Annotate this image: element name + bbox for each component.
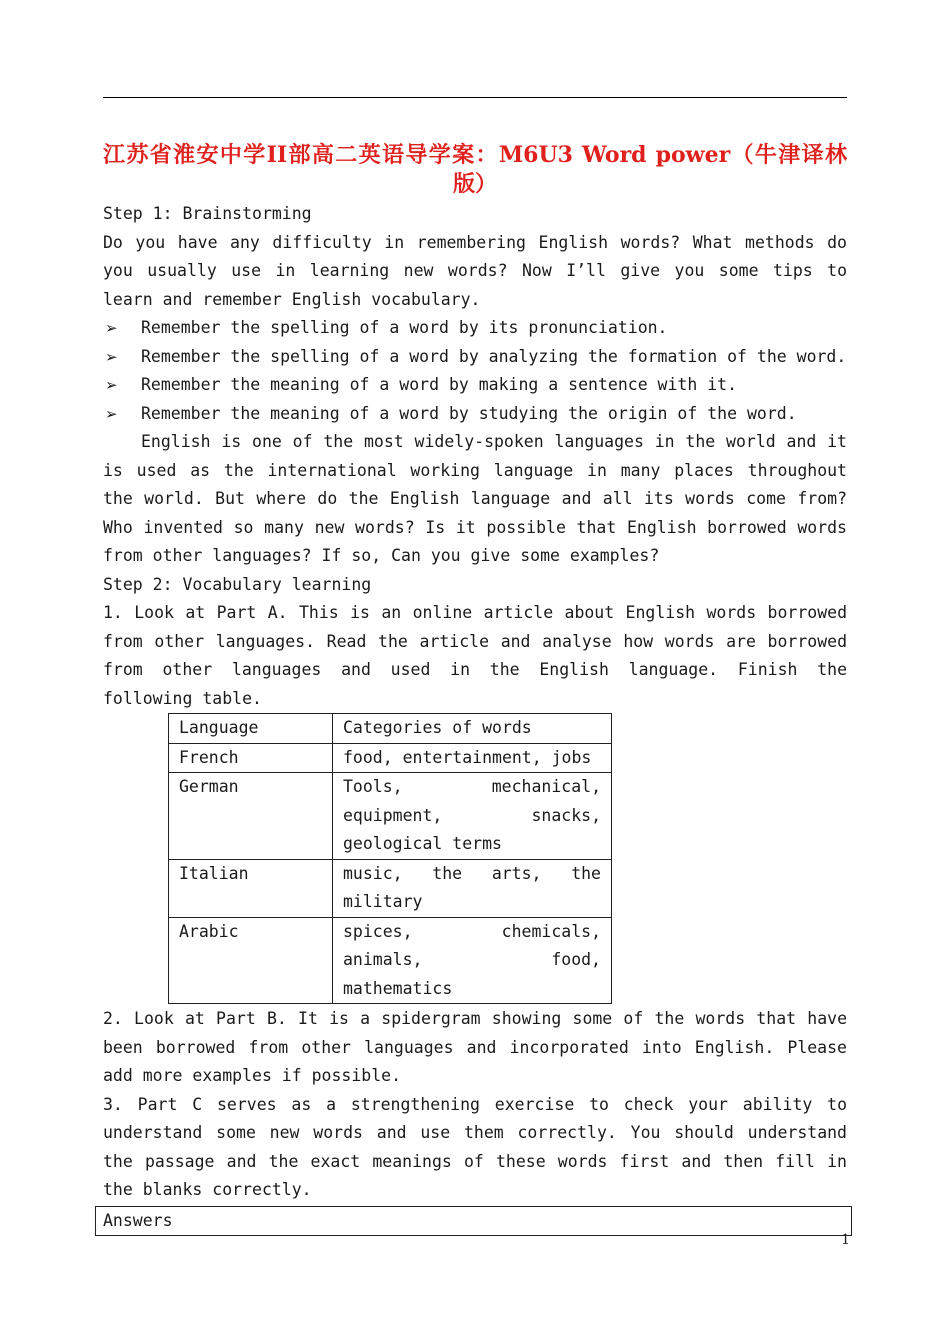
table-cell-language: German [169, 773, 333, 860]
instruction-item-2: 2. Look at Part B. It is a spidergram showing some of the words that have been borrowed from other languages and incorporated into English. Please add more examples if possible. [103, 1009, 847, 1085]
table-cell-categories: spices, chemicals, animals, food, mathematics [333, 917, 612, 1004]
table-header-cell: Categories of words [333, 714, 612, 744]
tip-text: Remember the meaning of a word by studying the origin of the word. [141, 403, 797, 423]
table-cell-categories: food, entertainment, jobs [333, 743, 612, 773]
table-row [169, 917, 612, 1004]
tip-text: Remember the spelling of a word by analyzing the formation of the word. [141, 346, 847, 366]
tips-list [103, 314, 847, 428]
instruction-item-1: 1. Look at Part A. This is an online article about English words borrowed from other languages. Read the article and analyse how words are borrowed from other languages and used in the English language. Finish the following table. [103, 603, 847, 708]
tip-item [103, 343, 847, 372]
document-body [103, 200, 847, 1236]
table-cell-categories: music, the arts, the military [333, 859, 612, 917]
instruction-item-3: 3. Part C serves as a strengthening exercise to check your ability to understand some new words and use them correctly. You should understand the passage and the exact meanings of these words first and then fill in the blanks correctly. [103, 1094, 847, 1199]
step1-intro: Do you have any difficulty in remembering English words? What methods do you usually use in learning new words? Now I’ll give you some tips to learn and remember English vocabulary. [103, 232, 847, 309]
table-cell-categories: Tools, mechanical, equipment, snacks, geological terms [333, 773, 612, 860]
tip-item [103, 314, 847, 343]
page-number: 1 [841, 1232, 850, 1248]
table-cell-language: Italian [169, 859, 333, 917]
header-rule [103, 97, 847, 98]
table-row [169, 773, 612, 860]
tip-item [103, 371, 847, 400]
arrow-bullet-icon: ➢ [105, 376, 118, 394]
step1-heading: Step 1: Brainstorming [103, 204, 312, 223]
step1-paragraph: English is one of the most widely-spoken languages in the world and it is used as the international working language in many places throughout the world. But where do the English language and all its words come from? Who invented so many new words? Is it possible that English borrowed words from other languages? If so, Can you give some examples? [103, 432, 847, 565]
table-cell-language: Arabic [169, 917, 333, 1004]
tip-item [103, 400, 847, 429]
tip-text: Remember the meaning of a word by making a sentence with it. [141, 375, 738, 394]
word-categories-table [168, 713, 612, 1004]
arrow-bullet-icon: ➢ [105, 404, 118, 423]
table-row [169, 859, 612, 917]
table-header-row [169, 714, 612, 744]
arrow-bullet-icon: ➢ [105, 319, 118, 337]
arrow-bullet-icon: ➢ [105, 347, 118, 366]
table-header-cell: Language [169, 714, 333, 744]
table-cell-language: French [169, 743, 333, 773]
table-row [169, 743, 612, 773]
document-title: 江苏省淮安中学II部高二英语导学案：M6U3 Word power（牛津译林版） [103, 142, 847, 197]
step2-heading: Step 2: Vocabulary learning [103, 574, 372, 594]
answers-box [95, 1206, 852, 1237]
tip-text: Remember the spelling of a word by its pronunciation. [141, 318, 668, 337]
answers-label: Answers [103, 1210, 173, 1230]
